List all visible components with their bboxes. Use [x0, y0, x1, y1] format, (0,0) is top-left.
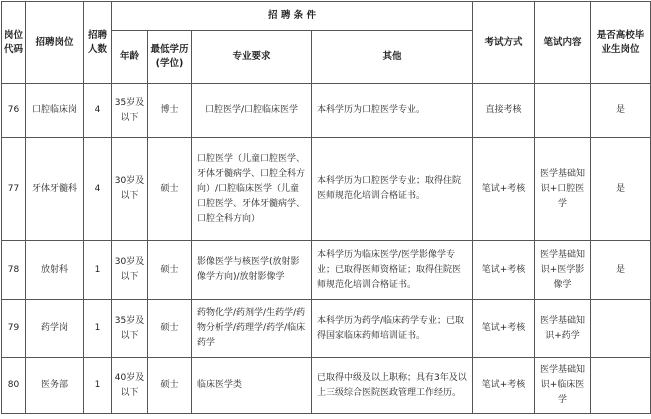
cell-exam-method: 笔试+考核 — [473, 138, 535, 241]
cell-written: 医学基础知识+口腔医学 — [535, 138, 591, 241]
cell-count: 1 — [84, 358, 112, 414]
cell-code: 79 — [2, 300, 26, 358]
header-fresh-grad: 是否高校毕业生岗位 — [591, 2, 651, 84]
cell-age: 35岁及以下 — [112, 300, 148, 358]
cell-fresh-grad — [591, 300, 651, 358]
cell-fresh-grad: 是 — [591, 241, 651, 300]
cell-degree: 硕士 — [148, 300, 192, 358]
cell-other: 已取得中级及以上职称；具有3年及以上三级综合医院医政管理工作经历。 — [312, 358, 473, 414]
cell-code: 78 — [2, 241, 26, 300]
cell-position: 口腔临床岗 — [26, 84, 84, 138]
cell-count: 1 — [84, 300, 112, 358]
cell-position: 放射科 — [26, 241, 84, 300]
table-row — [2, 358, 651, 414]
cell-written — [535, 84, 591, 138]
cell-code: 80 — [2, 358, 26, 414]
cell-degree: 硕士 — [148, 241, 192, 300]
header-other: 其他 — [312, 31, 473, 84]
cell-exam-method: 笔试+考核 — [473, 300, 535, 358]
header-written: 笔试内容 — [535, 2, 591, 84]
header-major: 专业要求 — [192, 31, 312, 84]
cell-exam-method: 笔试+考核 — [473, 241, 535, 300]
cell-count: 4 — [84, 138, 112, 241]
cell-position: 药学岗 — [26, 300, 84, 358]
cell-major: 口腔医学/口腔临床医学 — [192, 84, 312, 138]
table-row — [2, 300, 651, 358]
table-row — [2, 84, 651, 138]
cell-count: 4 — [84, 84, 112, 138]
cell-degree: 硕士 — [148, 138, 192, 241]
cell-major: 口腔医学（儿童口腔医学、牙体牙髓病学、口腔全科方向）/口腔临床医学（儿童口腔医学、牙体牙髓病学、口腔全科方向） — [192, 138, 312, 241]
header-degree: 最低学历(学位) — [148, 31, 192, 84]
cell-major: 药物化学/药剂学/生药学/药物分析学/药理学/药学/临床药学 — [192, 300, 312, 358]
cell-written: 医学基础知识+药学 — [535, 300, 591, 358]
cell-degree: 硕士 — [148, 358, 192, 414]
cell-age: 35岁及以下 — [112, 84, 148, 138]
header-position: 招聘岗位 — [26, 2, 84, 84]
cell-age: 40岁及以下 — [112, 358, 148, 414]
header-conditions: 招 聘 条 件 — [112, 2, 473, 31]
cell-major: 影像医学与核医学(放射影像学方向)/放射影像学 — [192, 241, 312, 300]
cell-position: 医务部 — [26, 358, 84, 414]
cell-code: 77 — [2, 138, 26, 241]
cell-age: 30岁及以下 — [112, 241, 148, 300]
cell-other: 本科学历为药学/临床药学专业；已取得国家临床药师培训证书。 — [312, 300, 473, 358]
cell-fresh-grad — [591, 358, 651, 414]
cell-exam-method: 直接考核 — [473, 84, 535, 138]
cell-exam-method: 笔试+考核 — [473, 358, 535, 414]
cell-code: 76 — [2, 84, 26, 138]
table-row — [2, 138, 651, 241]
cell-degree: 博士 — [148, 84, 192, 138]
table-row — [2, 241, 651, 300]
cell-count: 1 — [84, 241, 112, 300]
header-age: 年龄 — [112, 31, 148, 84]
cell-other: 本科学历为口腔医学专业；取得住院医师规范化培训合格证书。 — [312, 138, 473, 241]
recruitment-table — [1, 1, 651, 414]
cell-age: 30岁及以下 — [112, 138, 148, 241]
header-count: 招聘人数 — [84, 2, 112, 84]
cell-fresh-grad: 是 — [591, 138, 651, 241]
cell-written: 医学基础知识+临床医学 — [535, 358, 591, 414]
cell-position: 牙体牙髓科 — [26, 138, 84, 241]
cell-written: 医学基础知识+医学影像学 — [535, 241, 591, 300]
cell-major: 临床医学类 — [192, 358, 312, 414]
header-exam-method: 考试方式 — [473, 2, 535, 84]
cell-other: 本科学历为临床医学/医学影像学专业；已取得医师资格证；取得住院医师规范化培训合格证书。 — [312, 241, 473, 300]
header-code: 岗位代码 — [2, 2, 26, 84]
cell-fresh-grad: 是 — [591, 84, 651, 138]
cell-other: 本科学历为口腔医学专业。 — [312, 84, 473, 138]
